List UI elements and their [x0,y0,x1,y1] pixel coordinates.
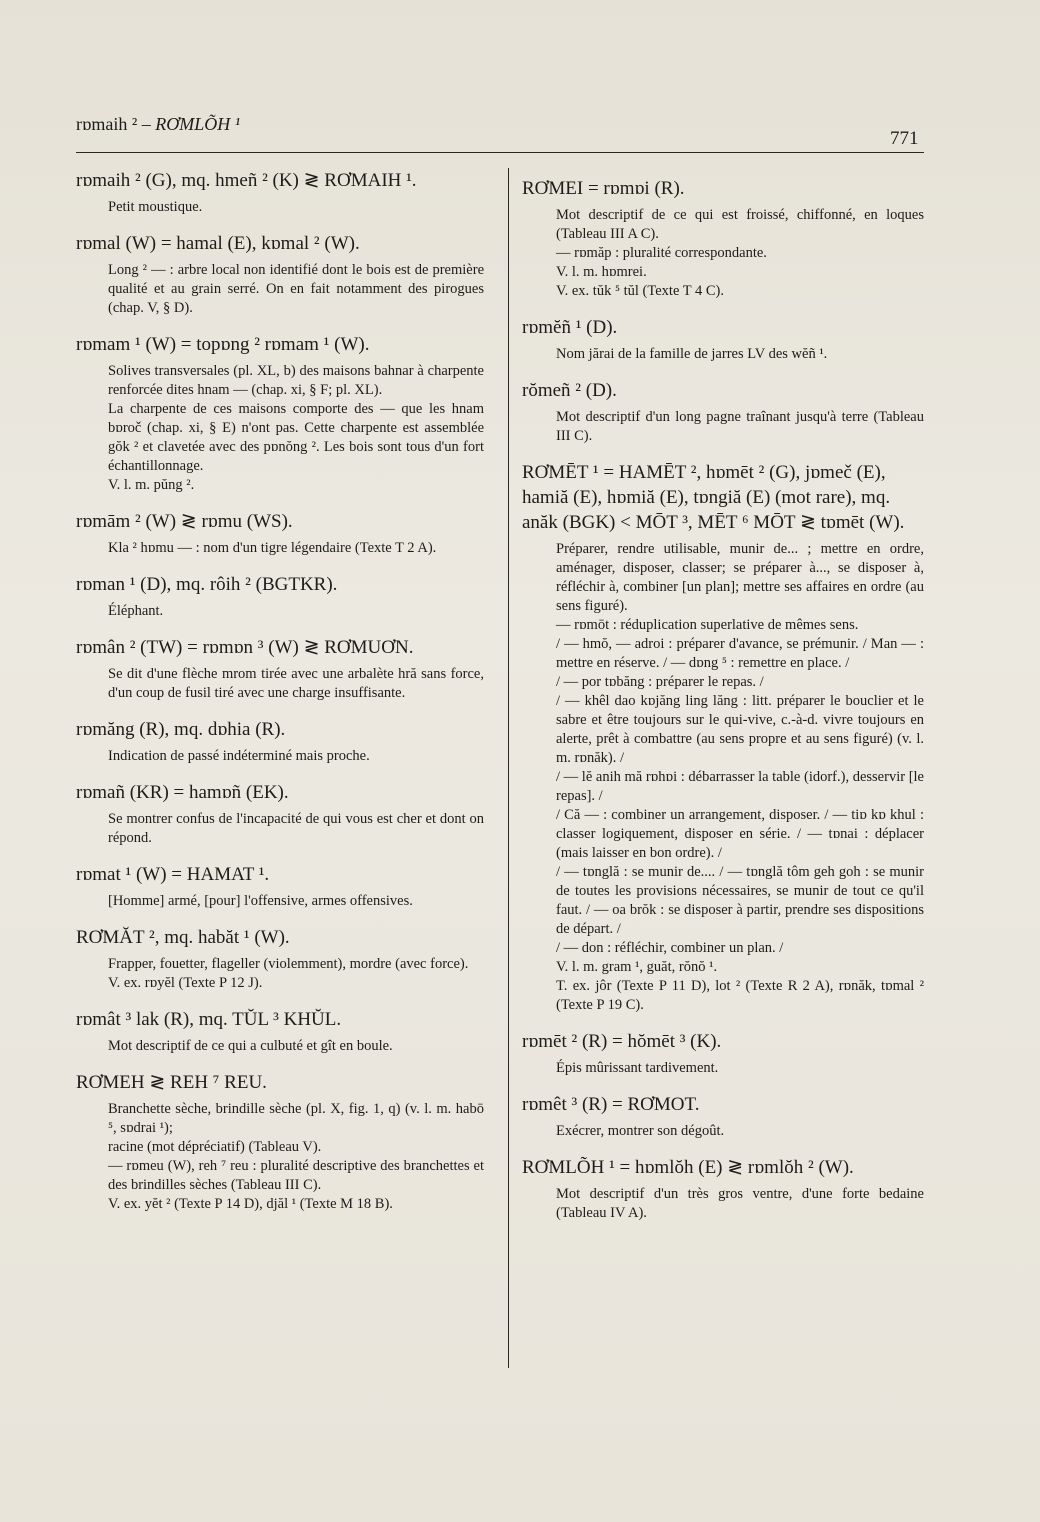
definition-line: / — por tɒbăng : préparer le repas. / [556,674,764,690]
entry-definition [76,1037,484,1056]
definition-line: Solives transversales (pl. XL, b) des maisons bahnar à charpente renforcée dites hnam — (chap. xi, § F; pl. XL). [108,363,484,398]
entry-headword: RƠMEH ≷ REH ⁷ REU. [76,1072,267,1093]
column-divider [508,168,509,1368]
definition-line: Branchette sèche, brindille sèche (pl. X, fig. 1, q) (v. l. m. habō ⁵, sɒdrai ¹); [108,1101,484,1136]
entry-headword: rŏmeñ ² (D). [522,380,617,401]
dictionary-entry [76,332,484,495]
dictionary-entry [76,168,484,217]
definition-line: / — tɒnglă : se munir de.... / — tɒnglă tôm geh goh : se munir de toutes les provisions nécessaires, se munir de tout ce qu'il faut. / — oa brŏk : se disposer à partir, prendre ses dispositions de départ. / [556,864,924,937]
right-column [522,176,924,1237]
definition-line: Mot descriptif d'un long pagne traînant jusqu'à terre (Tableau III C). [556,409,924,444]
entry-definition [522,206,924,301]
definition-line: V. l. m. pŭng ². [108,477,195,493]
dictionary-entry [76,1007,484,1056]
entry-definition [76,747,484,766]
definition-line: Mot descriptif de ce qui est froissé, chiffonné, en loques (Tableau III A C). [556,207,924,242]
definition-line: Long ² — : arbre local non identifié dont le bois est de première qualité et au grain serré. On en fait notamment des pirogues (chap. V, § D). [108,262,484,316]
entry-definition [76,539,484,558]
dictionary-entry [522,1092,924,1141]
entry-definition [76,261,484,318]
entry-headword: RƠMĂT ², mq. habăt ¹ (W). [76,927,290,948]
entry-definition [76,955,484,993]
entry-headword: rɒmam ¹ (W) = topɒng ² rɒmam ¹ (W). [76,334,370,355]
entry-headword: rɒmân ² (TW) = rɒmɒn ³ (W) ≷ RƠMUƠN. [76,637,414,658]
definition-line: racine (mot dépréciatif) (Tableau V). [108,1139,322,1155]
definition-line: Se montrer confus de l'incapacité de qui vous est cher et dont on répond. [108,811,484,846]
definition-line: Petit moustique. [108,199,203,215]
entry-headword: rɒmēt ² (R) = hŏmēt ³ (K). [522,1031,722,1052]
definition-line: V. ex. tŭk ⁵ tŭl (Texte T 4 C). [556,283,724,299]
entry-headword: rɒmĕñ ¹ (D). [522,317,618,338]
definition-line: — rɒmăp : pluralité correspondante. [556,245,767,261]
entry-definition [522,1185,924,1223]
dictionary-entry [522,460,924,1015]
dictionary-entry [76,862,484,911]
dictionary-entry [76,635,484,703]
definition-line: / — lĕ anih mă rɒhɒi : débarrasser la table (idorf.), desservir [le repas]. / [556,769,924,804]
definition-line: Nom jărai de la famille de jarres LV des wĕñ ¹. [556,346,828,362]
definition-line: Frapper, fouetter, flageller (violemment), mordre (avec force). [108,956,469,972]
definition-line: — rɒmōt : réduplication superlative de mêmes sens. [556,617,859,633]
entry-headword: rɒmañ (KR) = hamɒñ (EK). [76,782,289,803]
definition-line: [Homme] armé, [pour] l'offensive, armes offensives. [108,893,413,909]
definition-line: Se dit d'une flèche mrom tirée avec une arbalète hră sans force, d'un coup de fusil tiré avec une charge insuffisante. [108,666,484,701]
entry-definition [76,1100,484,1214]
running-head-left: rɒmaih ² – [76,114,156,134]
dictionary-entry [76,925,484,993]
definition-line: Mot descriptif de ce qui a culbuté et gît en boule. [108,1038,393,1054]
entry-definition [76,810,484,848]
dictionary-entry [76,572,484,621]
entry-headword: rɒmât ³ lak (R), mq. TŬL ³ KHŬL. [76,1009,342,1030]
entry-definition [522,345,924,364]
definition-line: T. ex. jôr (Texte P 11 D), lot ² (Texte R 2 A), rɒnăk, tɒmal ² (Texte P 19 C). [556,978,924,1013]
entry-headword: rɒmām ² (W) ≷ rɒmu (WS). [76,511,293,532]
entry-headword: rɒmat ¹ (W) = HAMAT ¹. [76,864,270,885]
entry-definition [76,362,484,495]
definition-line: V. l. m. gram ¹, guăt, rŏnŏ ¹. [556,959,718,975]
dictionary-entry [76,509,484,558]
page-number: 771 [890,128,919,149]
running-head [76,114,240,135]
running-head-italic: RƠMLÕH ¹ [155,114,241,134]
dictionary-entry [76,1070,484,1214]
entry-headword: RƠMLÕH ¹ = hɒmlŏh (E) ≷ rɒmlŏh ² (W). [522,1157,854,1178]
entry-headword: rɒmêt ³ (R) = RƠMOT. [522,1094,700,1115]
definition-line: La charpente de ces maisons comporte des — que les hnam bɒroč (chap. xi, § E) n'ont pas. Cette charpente est assemblée gŏk ² et clavetée avec des pɒnŏng ². Les bois sont tous d'un fort échantillonnage. [108,401,484,474]
definition-line: Épis mûrissant tardivement. [556,1060,719,1076]
dictionary-entry [76,231,484,318]
definition-line: Préparer, rendre utilisable, munir de... ; mettre en ordre, aménager, disposer, classer; se préparer à..., se disposer à, réfléchir à, combiner [un plan]; mettre ses affaires en ordre (au sens figuré). [556,541,924,614]
definition-line: Éléphant. [108,603,164,619]
entry-headword: rɒman ¹ (D), mq. rôih ² (BGTKR). [76,574,338,595]
definition-line: V. ex. yĕt ² (Texte P 14 D), djăl ¹ (Texte M 18 B). [108,1196,393,1212]
entry-headword: rɒmaih ² (G), mq. hmeñ ² (K) ≷ RƠMAIH ¹. [76,170,417,191]
entry-headword: RƠMĒT ¹ = HAMĒT ², hɒmēt ² (G), jɒmeč (E), hamiă (E), hɒmiă (E), tɒngiă (E) (mot rare), mq. anăk (BGK) < MŌT ³, MĒT ⁶ MŌT ≷ tɒmēt (W). [522,462,905,533]
dictionary-entry [76,780,484,848]
definition-line: / — khêl dao kɒjăng ling lăng : litt. préparer le bouclier et le sabre et être toujours sur le qui-vive, c.-à-d. vivre toujours en alerte, prêt à combattre (au sens propre et au sens figuré) (v. l. m. rɒnăk). / [556,693,924,766]
dictionary-entry [522,1155,924,1223]
definition-line: V. l. m. hɒmrei. [556,264,647,280]
entry-definition [522,1122,924,1141]
definition-line: — rɒmeu (W), reh ⁷ reu : pluralité descriptive des branchettes et des brindilles sèches (Tableau III C). [108,1158,484,1193]
definition-line: Exécrer, montrer son dégoût. [556,1123,725,1139]
dictionary-entry [522,378,924,446]
definition-line: V. ex. rɒyĕl (Texte P 12 J). [108,975,263,991]
entry-definition [76,665,484,703]
definition-line: Mot descriptif d'un très gros ventre, d'une forte bedaine (Tableau IV A). [556,1186,924,1221]
definition-line: / Că — : combiner un arrangement, disposer. / — tiɒ kɒ khul : classer logiquement, disposer en série. / — tɒnai : déplacer (mais laisser en bon ordre). / [556,807,924,861]
dictionary-entry [76,717,484,766]
definition-line: / — don : réfléchir, combiner un plan. / [556,940,784,956]
entry-definition [76,198,484,217]
entry-headword: rɒmăng (R), mq. dɒhia (R). [76,719,286,740]
definition-line: / — hmŏ, — adroi : préparer d'avance, se prémunir. / Man — : mettre en réserve. / — dɒng ⁵ : remettre en place. / [556,636,924,671]
definition-line: Indication de passé indéterminé mais proche. [108,748,370,764]
entry-headword: rɒmal (W) = hamal (E), kɒmal ² (W). [76,233,360,254]
entry-definition [522,1059,924,1078]
entry-definition [76,602,484,621]
dictionary-entry [522,176,924,301]
dictionary-entry [522,315,924,364]
definition-line: Kla ² hɒmu — : nom d'un tigre légendaire (Texte T 2 A). [108,540,437,556]
header-rule [76,152,924,153]
left-column [76,168,484,1228]
entry-definition [522,540,924,1015]
entry-definition [76,892,484,911]
entry-headword: RƠMEI = rɒmɒi (R). [522,178,685,199]
dictionary-entry [522,1029,924,1078]
entry-definition [522,408,924,446]
